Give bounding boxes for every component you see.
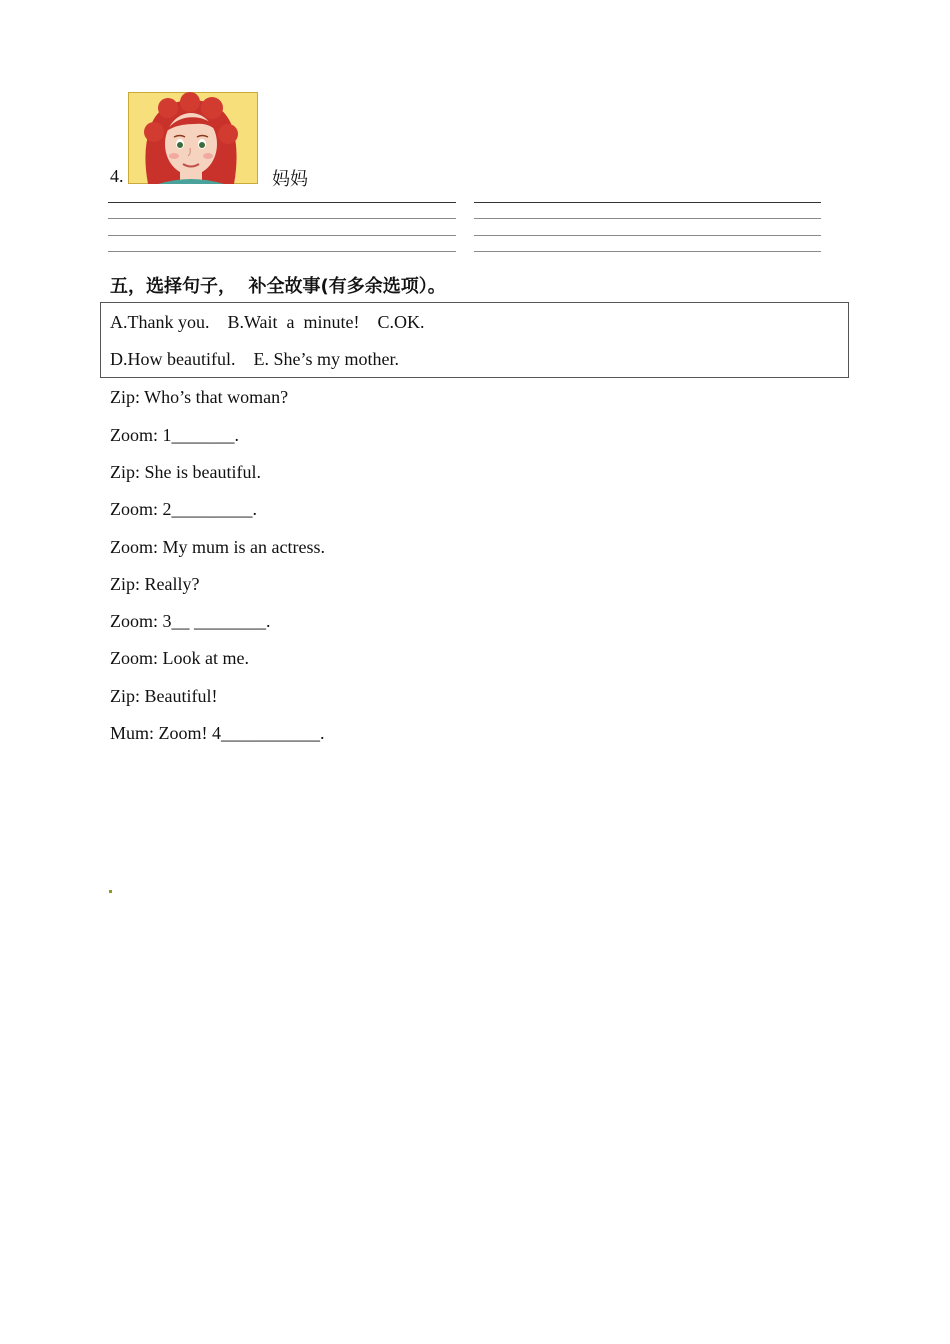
stray-mark bbox=[109, 890, 112, 893]
dialogue-line: Zip: Really? bbox=[110, 574, 200, 594]
dialogue-line: Mum: Zoom! 4___________. bbox=[110, 723, 325, 743]
dialogue-line: Zip: Who’s that woman? bbox=[110, 387, 289, 407]
writing-line bbox=[108, 251, 456, 252]
writing-line bbox=[474, 202, 821, 203]
options-line-2: D.How beautiful. E. She’s my mother. bbox=[110, 349, 399, 369]
writing-line bbox=[108, 202, 456, 203]
writing-line bbox=[108, 235, 456, 236]
writing-line bbox=[108, 218, 456, 219]
options-line-1: A.Thank you. B.Wait a minute! C.OK. bbox=[110, 312, 425, 332]
dialogue-line: Zoom: 2_________. bbox=[110, 499, 257, 519]
dialogue-line: Zoom: My mum is an actress. bbox=[110, 537, 325, 557]
dialogue-line: Zip: Beautiful! bbox=[110, 686, 218, 706]
dialogue-line: Zoom: Look at me. bbox=[110, 648, 249, 668]
item-number: 4. bbox=[110, 166, 124, 186]
writing-line bbox=[474, 218, 821, 219]
dialogue-line: Zip: She is beautiful. bbox=[110, 462, 261, 482]
woman-portrait-icon bbox=[128, 92, 258, 184]
writing-line bbox=[474, 235, 821, 236]
section-heading: 五，选择句子， 补全故事(有多余选项）。 bbox=[110, 276, 446, 297]
dialogue-line: Zoom: 1_______. bbox=[110, 425, 239, 445]
dialogue-line: Zoom: 3__ ________. bbox=[110, 611, 271, 631]
item-label: 妈妈 bbox=[272, 169, 308, 190]
writing-line bbox=[474, 251, 821, 252]
